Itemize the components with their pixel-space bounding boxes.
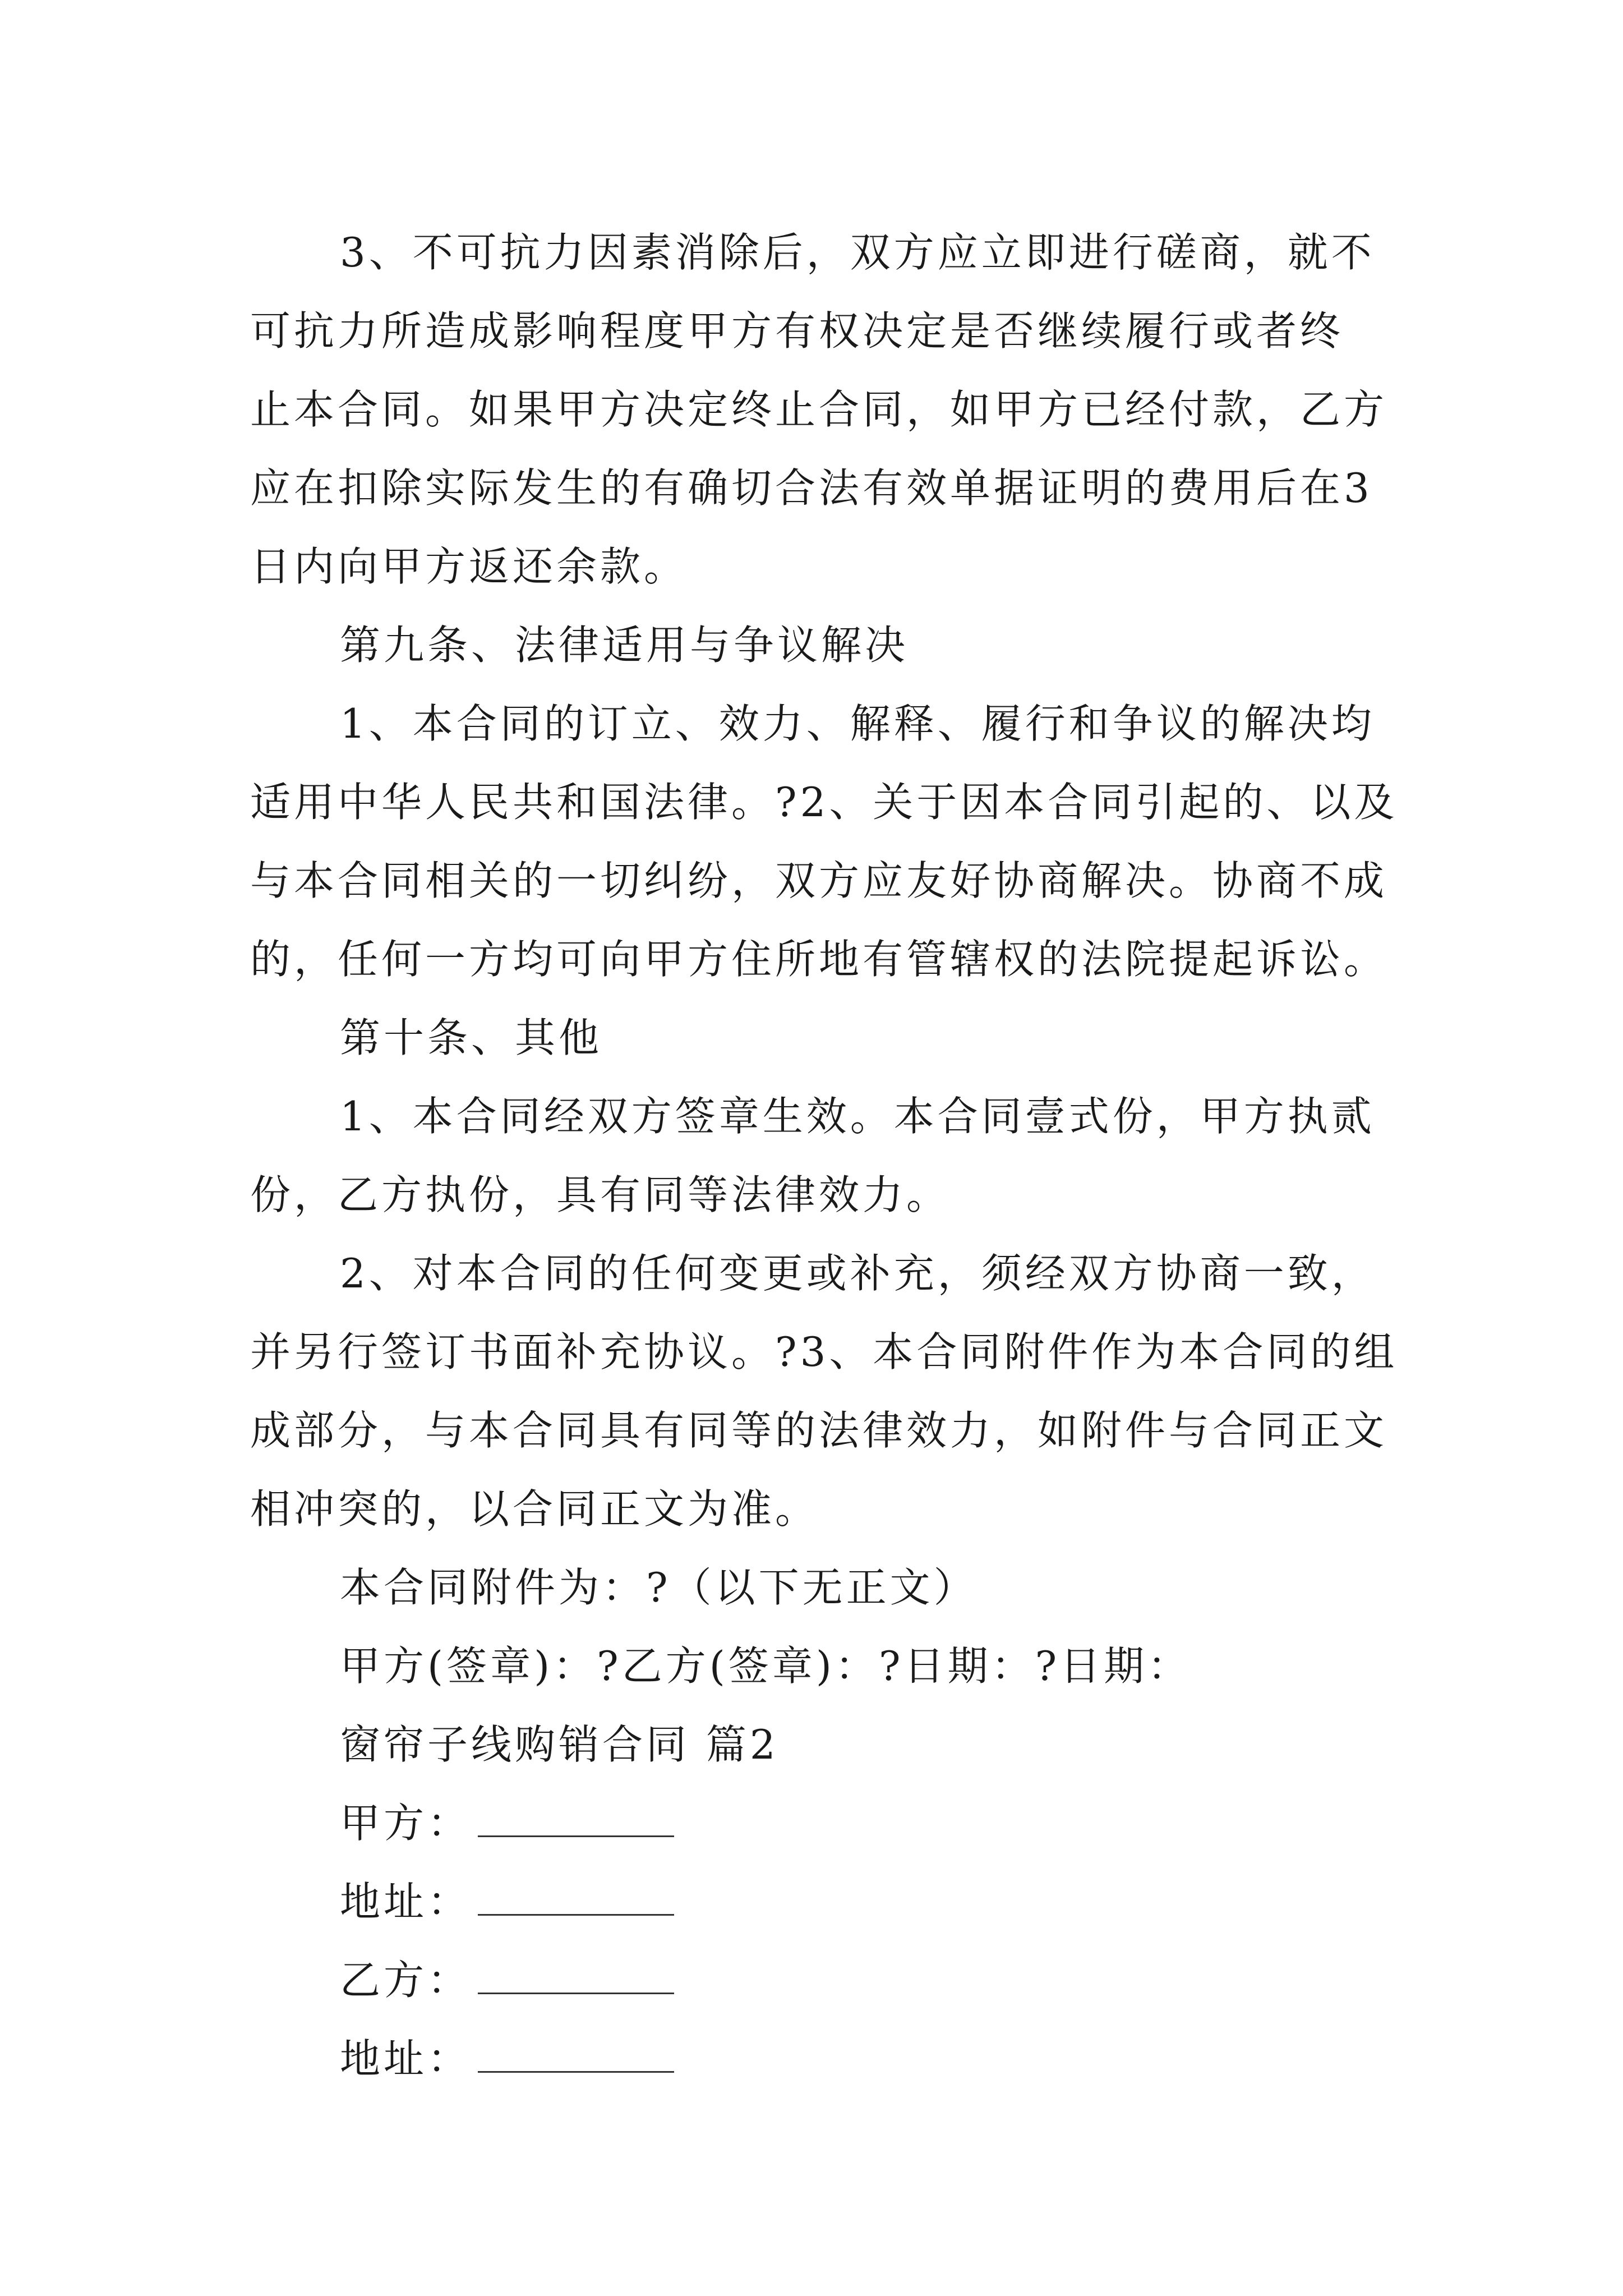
address-b-blank (478, 2032, 674, 2073)
address-b-label: 地址： (340, 2035, 472, 2082)
party-a-field (250, 1784, 1389, 1862)
paragraph-line: 应在扣除实际发生的有确切合法有效单据证明的费用后在3 (250, 464, 1373, 512)
party-b-field (250, 1941, 1389, 2019)
address-a-blank (478, 1875, 674, 1916)
address-a-field (250, 1862, 1389, 1941)
paragraph-line: 与本合同相关的一切纠纷，双方应友好协商解决。协商不成 (250, 857, 1388, 904)
party-a-label: 甲方： (340, 1800, 472, 1847)
contract-title-part2: 窗帘子线购销合同 篇2 (340, 1721, 779, 1768)
paragraph-line: 可抗力所造成影响程度甲方有权决定是否继续履行或者终 (250, 307, 1344, 355)
paragraph-line: 的，任何一方均可向甲方住所地有管辖权的法院提起诉讼。 (250, 936, 1388, 983)
party-a-blank (478, 1796, 674, 1837)
party-b-label: 乙方： (340, 1957, 472, 2004)
paragraph-line: 相冲突的，以合同正文为准。 (250, 1485, 819, 1533)
paragraph-line: 成部分，与本合同具有同等的法律效力，如附件与合同正文 (250, 1407, 1388, 1454)
section-heading-10: 第十条、其他 (340, 1014, 603, 1061)
paragraph-line: 份，乙方执份，具有同等法律效力。 (250, 1171, 951, 1218)
paragraph-line: 2、对本合同的任何变更或补充，须经双方协商一致， (340, 1250, 1375, 1297)
document-body (250, 213, 1398, 2098)
paragraph-line: 并另行签订书面补充协议。?3、本合同附件作为本合同的组 (250, 1328, 1398, 1375)
section-heading-9: 第九条、法律适用与争议解决 (340, 622, 909, 669)
party-b-blank (478, 1953, 674, 1994)
address-a-label: 地址： (340, 1878, 472, 1925)
signature-line: 甲方(签章)：?乙方(签章)：?日期：?日期： (340, 1642, 1192, 1690)
paragraph-line: 1、本合同经双方签章生效。本合同壹式份，甲方执贰 (340, 1093, 1375, 1140)
paragraph-line: 日内向甲方返还余款。 (250, 543, 688, 590)
paragraph-line: 适用中华人民共和国法律。?2、关于因本合同引起的、以及 (250, 779, 1398, 826)
attachment-note: 本合同附件为：?（以下无正文） (340, 1564, 978, 1611)
paragraph-line: 止本合同。如果甲方决定终止合同，如甲方已经付款，乙方 (250, 386, 1388, 433)
address-b-field (250, 2019, 1389, 2098)
paragraph-line: 1、本合同的订立、效力、解释、履行和争议的解决均 (340, 700, 1375, 747)
paragraph-line: 3、不可抗力因素消除后，双方应立即进行磋商，就不 (340, 229, 1375, 276)
